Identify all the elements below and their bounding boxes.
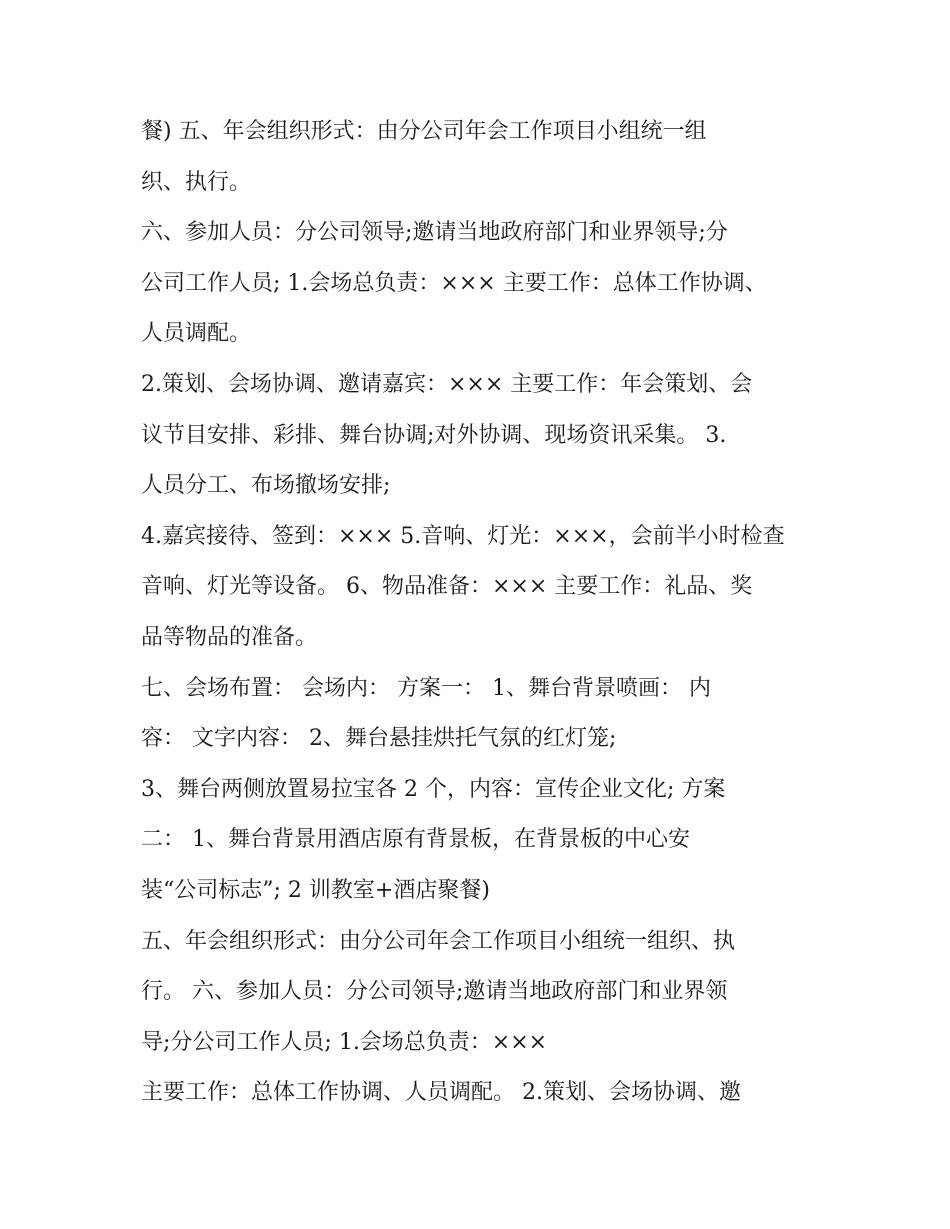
text-line: 七、会场布置： 会场内： 方案一： 1、舞台背景喷画： 内 [141, 675, 711, 701]
text-line: 公司工作人员; 1.会场总负责：××× 主要工作：总体工作协调、 [141, 270, 767, 296]
document-body [141, 107, 821, 1119]
text-line: 装“公司标志”; 2 训教室+酒店聚餐) [141, 877, 490, 903]
text-line: 人员调配。 [141, 321, 252, 347]
text-line: 品等物品的准备。 [141, 624, 318, 650]
text-line: 音响、灯光等设备。 6、物品准备：××× 主要工作：礼品、奖 [141, 574, 753, 600]
text-line: 人员分工、布场撤场安排; [141, 473, 391, 499]
text-line: 五、年会组织形式：由分公司年会工作项目小组统一组织、执 [141, 928, 736, 954]
text-line: 织、执行。 [141, 169, 252, 195]
text-line: 3、舞台两侧放置易拉宝各 2 个，内容：宣传企业文化; 方案 [141, 776, 726, 802]
text-line: 六、参加人员：分公司领导;邀请当地政府部门和业界领导;分 [141, 220, 728, 246]
text-line: 二： 1、舞台背景用酒店原有背景板，在背景板的中心安 [141, 827, 690, 853]
text-line: 餐) 五、年会组织形式：由分公司年会工作项目小组统一组 [141, 119, 707, 144]
text-line: 导;分公司工作人员; 1.会场总负责：××× [141, 1029, 548, 1055]
text-line: 行。 六、参加人员：分公司领导;邀请当地政府部门和业界领 [141, 979, 728, 1005]
text-line: 4.嘉宾接待、签到：××× 5.音响、灯光：×××，会前半小时检查 [141, 523, 785, 549]
text-line: 主要工作：总体工作协调、人员调配。 2.策划、会场协调、邀 [141, 1080, 741, 1106]
text-line: 议节目安排、彩排、舞台协调;对外协调、现场资讯采集。 3. [141, 422, 727, 448]
text-line: 2.策划、会场协调、邀请嘉宾：××× 主要工作：年会策划、会 [141, 371, 753, 397]
text-line: 容： 文字内容： 2、舞台悬挂烘托气氛的红灯笼; [141, 726, 617, 752]
